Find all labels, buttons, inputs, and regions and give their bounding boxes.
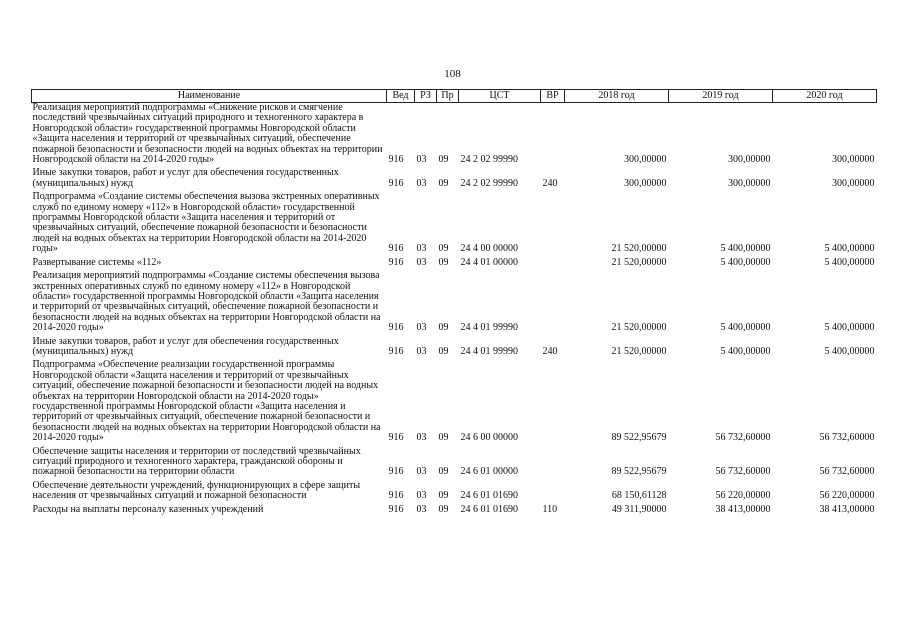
row-2018: 68 150,61128	[611, 490, 667, 502]
row-name: Реализация мероприятий подпрограммы «Снижение рисков и смягчение последствий чрезвычайных ситуаций природного и техногенного характера в Новгородской области» государственной программы Новгородской области «Защита населения и территорий от чрезвычайных ситуаций, обеспечение пожарной безопасности и безопасности людей на водных объектах на территории Новгородской области на 2014-2020 годы»	[32, 102, 383, 166]
row-2020: 38 413,00000	[819, 503, 875, 515]
row-vr	[541, 192, 565, 257]
row-ved: 916	[388, 466, 404, 478]
row-pr: 09	[438, 322, 449, 334]
row-cst: 24 4 01 00000	[460, 256, 518, 268]
row-pr: 09	[438, 490, 449, 502]
row-pr: 09	[438, 256, 449, 268]
header-vr: ВР	[541, 90, 565, 103]
row-rz: 03	[416, 322, 427, 334]
row-vr: 240	[542, 177, 558, 189]
table-row	[32, 103, 877, 169]
row-2019: 300,00000	[728, 154, 771, 166]
table-row	[32, 258, 877, 271]
row-vr	[541, 271, 565, 336]
row-name: Расходы на выплаты персоналу казенных учреждений	[32, 503, 264, 515]
row-2019: 38 413,00000	[715, 503, 771, 515]
row-ved: 916	[388, 154, 404, 166]
row-pr: 09	[438, 177, 449, 189]
row-2018: 89 522,95679	[611, 466, 667, 478]
row-cst: 24 6 01 00000	[460, 466, 518, 478]
row-2019: 5 400,00000	[720, 243, 771, 255]
row-ved: 916	[388, 243, 404, 255]
header-ved: Вед	[387, 90, 415, 103]
budget-table	[31, 89, 877, 518]
row-vr: 240	[542, 345, 558, 357]
table-row	[32, 192, 877, 257]
row-cst: 24 2 02 99990	[460, 154, 518, 166]
row-vr	[541, 360, 565, 446]
row-vr	[541, 258, 565, 271]
row-2019: 300,00000	[728, 177, 771, 189]
row-ved: 916	[388, 256, 404, 268]
row-2020: 300,00000	[832, 177, 875, 189]
header-2019: 2019 год	[669, 90, 773, 103]
row-cst: 24 4 00 00000	[460, 243, 518, 255]
row-pr: 09	[438, 154, 449, 166]
header-name: Наименование	[32, 90, 387, 103]
header-2020: 2020 год	[773, 90, 877, 103]
table-row	[32, 481, 877, 505]
row-2020: 5 400,00000	[824, 345, 875, 357]
row-ved: 916	[388, 322, 404, 334]
header-2018: 2018 год	[565, 90, 669, 103]
row-2018: 21 520,00000	[611, 345, 667, 357]
row-2020: 5 400,00000	[824, 322, 875, 334]
table-row	[32, 447, 877, 481]
row-name: Обеспечение защиты населения и территории от последствий чрезвычайных ситуаций природного и техногенного характера, гражданской обороны и пожарной безопасности на территории области	[32, 445, 361, 478]
row-2018: 21 520,00000	[611, 243, 667, 255]
row-rz: 03	[416, 466, 427, 478]
row-cst: 24 4 01 99990	[460, 322, 518, 334]
row-2019: 5 400,00000	[720, 256, 771, 268]
row-name: Развертывание системы «112»	[32, 256, 162, 268]
row-cst: 24 6 01 01690	[460, 490, 518, 502]
row-2020: 56 732,60000	[819, 466, 875, 478]
row-ved: 916	[388, 345, 404, 357]
row-2019: 56 732,60000	[715, 466, 771, 478]
row-name: Иные закупки товаров, работ и услуг для обеспечения государственных (муниципальных) нужд	[32, 335, 339, 357]
row-cst: 24 4 01 99990	[460, 345, 518, 357]
table-row	[32, 168, 877, 192]
row-ved: 916	[388, 177, 404, 189]
row-pr: 09	[438, 466, 449, 478]
row-rz: 03	[416, 503, 427, 515]
row-2018: 21 520,00000	[611, 322, 667, 334]
row-vr: 110	[542, 503, 558, 515]
row-vr	[541, 447, 565, 481]
row-vr	[541, 103, 565, 169]
header-pr: Пр	[437, 90, 459, 103]
table-row	[32, 337, 877, 361]
header-cst: ЦСТ	[459, 90, 541, 103]
row-2020: 56 732,60000	[819, 432, 875, 444]
row-name: Обеспечение деятельности учреждений, функционирующих в сфере защиты населения от чрезвычайных ситуаций и пожарной безопасности	[32, 479, 361, 502]
row-cst: 24 2 02 99990	[460, 177, 518, 189]
row-2018: 49 311,90000	[611, 503, 667, 515]
row-name: Иные закупки товаров, работ и услуг для обеспечения государственных (муниципальных) нужд	[32, 167, 339, 189]
row-rz: 03	[416, 490, 427, 502]
row-2019: 5 400,00000	[720, 322, 771, 334]
row-2019: 56 732,60000	[715, 432, 771, 444]
table-row	[32, 360, 877, 446]
row-pr: 09	[438, 243, 449, 255]
row-ved: 916	[388, 490, 404, 502]
row-cst: 24 6 00 00000	[460, 432, 518, 444]
row-ved: 916	[388, 432, 404, 444]
row-2020: 56 220,00000	[819, 490, 875, 502]
row-rz: 03	[416, 432, 427, 444]
row-name: Реализация мероприятий подпрограммы «Создание системы обеспечения вызова экстренных оперативных служб по единому номеру «112» в Новгородской области» государственной программы Новгородской области «Защита населения и территорий от чрезвычайных ситуаций, обеспечение пожарной безопасности и безопасности людей на водных объектах на территории Новгородской области на 2014-2020 годы»	[32, 270, 381, 334]
row-vr	[541, 481, 565, 505]
row-2020: 300,00000	[832, 154, 875, 166]
row-rz: 03	[416, 154, 427, 166]
row-name: Подпрограмма «Создание системы обеспечения вызова экстренных оперативных служб по единому номеру «112» в Новгородской области» государственной программы Новгородской области «Защита населения и территорий от чрезвычайных ситуаций, обеспечение пожарной безопасности и безопасности людей на водных объектах на территории Новгородской области на 2014-2020 годы»	[32, 191, 380, 255]
row-2020: 5 400,00000	[824, 243, 875, 255]
table-row	[32, 505, 877, 518]
table-row	[32, 271, 877, 336]
row-2019: 5 400,00000	[720, 345, 771, 357]
row-rz: 03	[416, 256, 427, 268]
row-cst: 24 6 01 01690	[460, 503, 518, 515]
row-name: Подпрограмма «Обеспечение реализации государственной программы Новгородской области «Защита населения и территорий от чрезвычайных ситуаций, обеспечение пожарной безопасности и безопасности людей на водных объектах на территории Новгородской области на 2014-2020 годы» государственной программы Новгородской области «Защита населения и территорий от чрезвычайных ситуаций, обеспечение пожарной безопасности и безопасности людей на водных объектах на территории Новгородской области на 2014-2020 годы»	[32, 359, 381, 444]
row-rz: 03	[416, 243, 427, 255]
row-2018: 89 522,95679	[611, 432, 667, 444]
row-2018: 21 520,00000	[611, 256, 667, 268]
row-ved: 916	[388, 503, 404, 515]
row-2018: 300,00000	[624, 154, 667, 166]
table-header-row	[32, 90, 877, 103]
row-2019: 56 220,00000	[715, 490, 771, 502]
row-2018: 300,00000	[624, 177, 667, 189]
row-2020: 5 400,00000	[824, 256, 875, 268]
row-pr: 09	[438, 432, 449, 444]
row-pr: 09	[438, 503, 449, 515]
header-rz: РЗ	[415, 90, 437, 103]
row-rz: 03	[416, 177, 427, 189]
page-number: 108	[444, 68, 461, 80]
row-pr: 09	[438, 345, 449, 357]
row-rz: 03	[416, 345, 427, 357]
